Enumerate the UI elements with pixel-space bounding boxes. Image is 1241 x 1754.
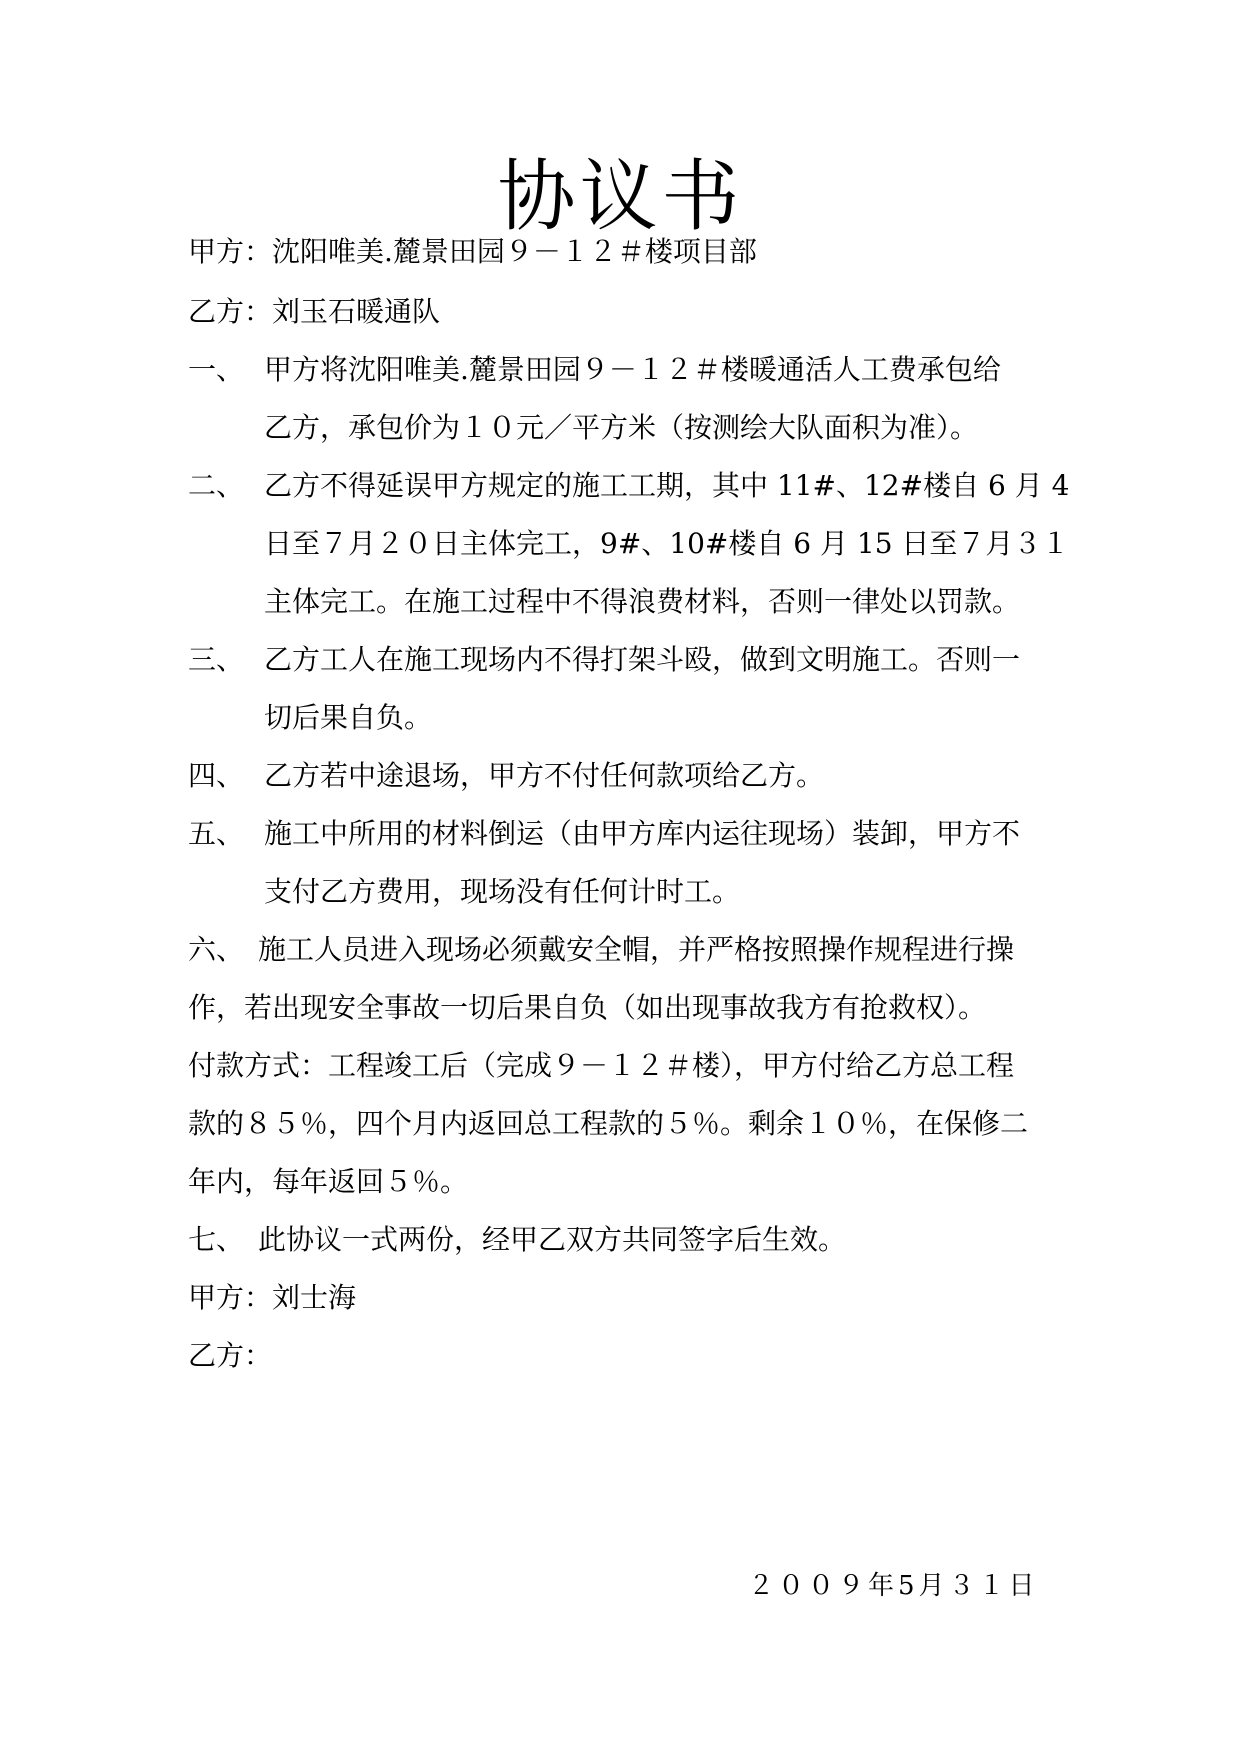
- clause-4-line-1: 乙方若中途退场，甲方不付任何款项给乙方。: [264, 759, 825, 792]
- clause-1-number: 一、: [188, 353, 245, 386]
- clause-3-line-1: 乙方工人在施工现场内不得打架斗殴，做到文明施工。否则一: [264, 643, 1021, 676]
- payment-line-3: 年内，每年返回５％。: [188, 1165, 469, 1198]
- clause-5-number: 五、: [188, 817, 245, 850]
- clause-2-number: 二、: [188, 469, 245, 502]
- clause-1-line-2: 乙方，承包价为１０元／平方米（按测绘大队面积为准）。: [264, 411, 979, 444]
- document-date: ２００９年5月３１日: [748, 1571, 1039, 1601]
- document-title: 协议书: [497, 152, 744, 242]
- clause-3-line-2: 切后果自负。: [264, 701, 433, 734]
- clause-4-number: 四、: [188, 759, 245, 792]
- clause-2-line-3: 主体完工。在施工过程中不得浪费材料，否则一律处以罚款。: [264, 585, 1021, 618]
- party-a-line: 甲方：沈阳唯美.麓景田园９－１２＃楼项目部: [188, 235, 757, 268]
- payment-line-2: 款的８５％，四个月内返回总工程款的５％。剩余１０％，在保修二: [188, 1107, 1029, 1140]
- payment-line-1: 付款方式：工程竣工后（完成９－１２＃楼），甲方付给乙方总工程: [188, 1049, 1015, 1082]
- signature-party-b: 乙方：: [188, 1339, 273, 1372]
- signature-party-a: 甲方：刘士海: [188, 1281, 357, 1314]
- clause-1-line-1: 甲方将沈阳唯美.麓景田园９－１２＃楼暖通活人工费承包给: [264, 353, 1001, 386]
- clause-5-line-2: 支付乙方费用，现场没有任何计时工。: [264, 875, 741, 908]
- clause-6-line-2: 作，若出现安全事故一切后果自负（如出现事故我方有抢救权）。: [188, 991, 987, 1024]
- clause-7-line: 七、 此协议一式两份，经甲乙双方共同签字后生效。: [188, 1223, 847, 1256]
- party-b-line: 乙方：刘玉石暖通队: [188, 295, 441, 328]
- clause-5-line-1: 施工中所用的材料倒运（由甲方库内运往现场）装卸，甲方不: [264, 817, 1021, 850]
- clause-2-line-2: 日至７月２０日主体完工，9#、10#楼自 6 月 15 日至７月３１: [264, 527, 1070, 560]
- clause-3-number: 三、: [188, 643, 245, 676]
- clause-6-line-1: 六、 施工人员进入现场必须戴安全帽，并严格按照操作规程进行操: [188, 933, 1015, 966]
- clause-2-line-1: 乙方不得延误甲方规定的施工工期，其中 11#、12#楼自 6 月 4: [264, 469, 1070, 502]
